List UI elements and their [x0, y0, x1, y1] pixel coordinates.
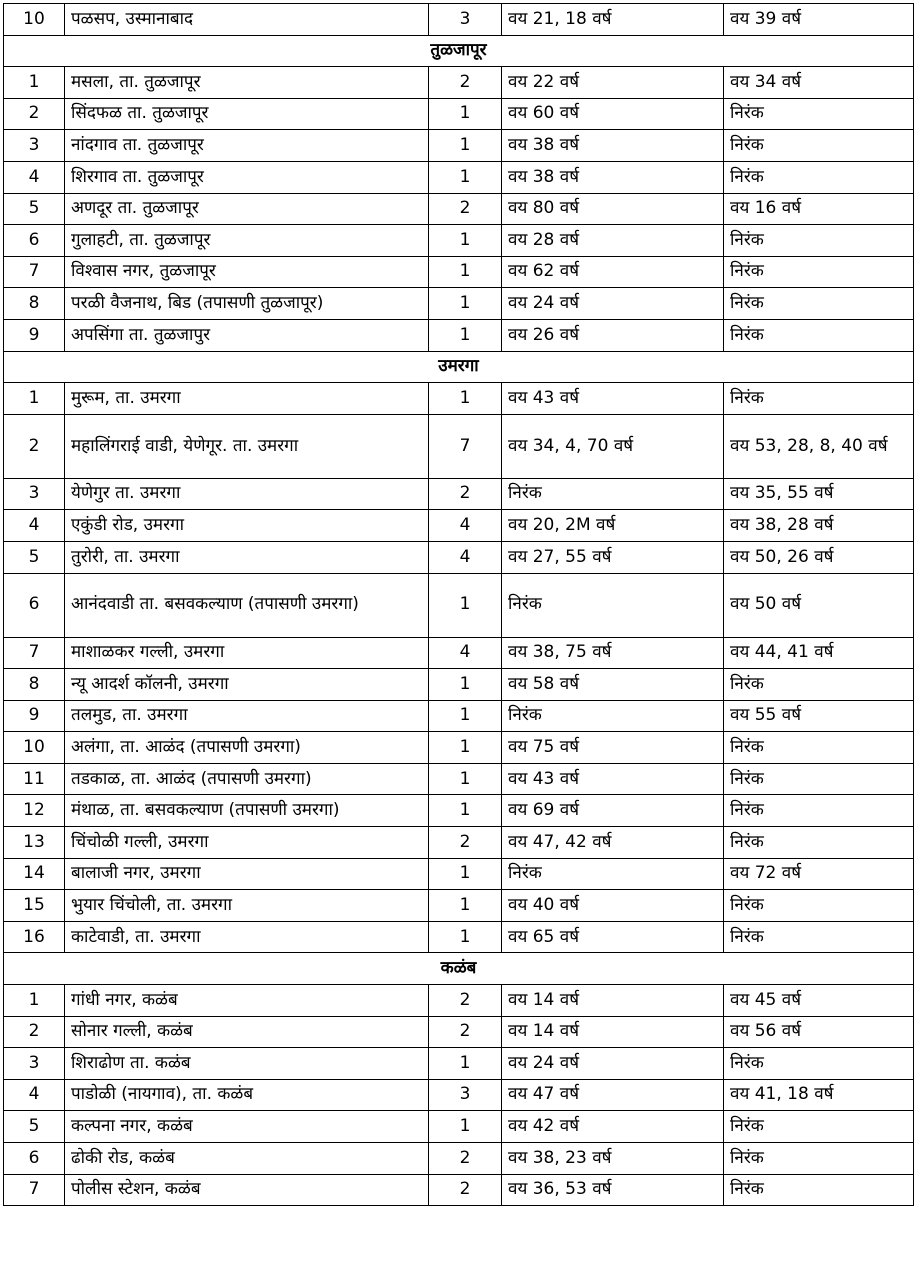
table-row [4, 732, 914, 764]
place-cell: सोनार गल्ली, कळंब [65, 1016, 429, 1048]
section-title: उमरगा [4, 351, 914, 383]
serial-number-cell: 2 [4, 414, 65, 478]
serial-number-cell: 7 [4, 256, 65, 288]
age-group-1-cell: वय 27, 55 वर्ष [502, 541, 724, 573]
age-group-2-cell: निरंक [724, 1143, 914, 1175]
table-row [4, 1016, 914, 1048]
serial-number-cell: 3 [4, 1048, 65, 1080]
count-cell: 1 [429, 98, 502, 130]
place-cell: तलमुड, ता. उमरगा [65, 700, 429, 732]
place-cell: गुलाहटी, ता. तुळजापूर [65, 225, 429, 257]
place-cell: येणेगुर ता. उमरगा [65, 478, 429, 510]
section-header-row [4, 953, 914, 985]
count-cell: 2 [429, 478, 502, 510]
table-row [4, 161, 914, 193]
age-group-2-cell: निरंक [724, 669, 914, 701]
place-cell: अपसिंगा ता. तुळजापुर [65, 319, 429, 351]
age-group-2-cell: वय 41, 18 वर्ष [724, 1079, 914, 1111]
table-row [4, 669, 914, 701]
age-group-1-cell: निरंक [502, 858, 724, 890]
age-group-1-cell: वय 28 वर्ष [502, 225, 724, 257]
count-cell: 1 [429, 288, 502, 320]
age-group-1-cell: वय 65 वर्ष [502, 921, 724, 953]
age-group-1-cell: वय 62 वर्ष [502, 256, 724, 288]
age-group-2-cell: वय 44, 41 वर्ष [724, 637, 914, 669]
place-cell: माशाळकर गल्ली, उमरगा [65, 637, 429, 669]
count-cell: 3 [429, 4, 502, 36]
serial-number-cell: 3 [4, 130, 65, 162]
serial-number-cell: 5 [4, 541, 65, 573]
table-row [4, 890, 914, 922]
serial-number-cell: 6 [4, 225, 65, 257]
count-cell: 2 [429, 827, 502, 859]
age-group-2-cell: निरंक [724, 795, 914, 827]
place-cell: तडकाळ, ता. आळंद (तपासणी उमरगा) [65, 763, 429, 795]
serial-number-cell: 9 [4, 700, 65, 732]
table-row [4, 510, 914, 542]
age-group-2-cell: वय 34 वर्ष [724, 67, 914, 99]
age-group-2-cell: वय 35, 55 वर्ष [724, 478, 914, 510]
age-group-1-cell: निरंक [502, 700, 724, 732]
age-group-1-cell: वय 22 वर्ष [502, 67, 724, 99]
place-cell: शिरगाव ता. तुळजापूर [65, 161, 429, 193]
age-group-2-cell: निरंक [724, 130, 914, 162]
age-group-2-cell: निरंक [724, 763, 914, 795]
count-cell: 4 [429, 541, 502, 573]
place-cell: नांदगाव ता. तुळजापूर [65, 130, 429, 162]
serial-number-cell: 12 [4, 795, 65, 827]
place-cell: गांधी नगर, कळंब [65, 985, 429, 1017]
place-cell: अणदूर ता. तुळजापूर [65, 193, 429, 225]
age-group-1-cell: वय 47 वर्ष [502, 1079, 724, 1111]
serial-number-cell: 4 [4, 161, 65, 193]
table-row [4, 1143, 914, 1175]
age-group-1-cell: वय 20, 2M वर्ष [502, 510, 724, 542]
serial-number-cell: 1 [4, 383, 65, 415]
place-cell: पळसप, उस्मानाबाद [65, 4, 429, 36]
count-cell: 2 [429, 1143, 502, 1175]
section-title: कळंब [4, 953, 914, 985]
age-group-2-cell: निरंक [724, 225, 914, 257]
place-cell: काटेवाडी, ता. उमरगा [65, 921, 429, 953]
count-cell: 2 [429, 1174, 502, 1206]
place-cell: मुरूम, ता. उमरगा [65, 383, 429, 415]
table-row [4, 700, 914, 732]
count-cell: 1 [429, 890, 502, 922]
table-row [4, 288, 914, 320]
place-cell: विश्वास नगर, तुळजापूर [65, 256, 429, 288]
age-group-2-cell: निरंक [724, 383, 914, 415]
age-group-1-cell: वय 75 वर्ष [502, 732, 724, 764]
serial-number-cell: 13 [4, 827, 65, 859]
table-row [4, 225, 914, 257]
count-cell: 3 [429, 1079, 502, 1111]
place-cell: सिंदफळ ता. तुळजापूर [65, 98, 429, 130]
age-group-2-cell: वय 16 वर्ष [724, 193, 914, 225]
serial-number-cell: 8 [4, 288, 65, 320]
table-row [4, 256, 914, 288]
age-group-1-cell: वय 69 वर्ष [502, 795, 724, 827]
count-cell: 1 [429, 225, 502, 257]
age-group-1-cell: वय 42 वर्ष [502, 1111, 724, 1143]
age-group-2-cell: निरंक [724, 1111, 914, 1143]
age-group-1-cell: वय 26 वर्ष [502, 319, 724, 351]
place-cell: बालाजी नगर, उमरगा [65, 858, 429, 890]
place-cell: तुरोरी, ता. उमरगा [65, 541, 429, 573]
serial-number-cell: 15 [4, 890, 65, 922]
serial-number-cell: 14 [4, 858, 65, 890]
age-group-2-cell: वय 56 वर्ष [724, 1016, 914, 1048]
count-cell: 1 [429, 383, 502, 415]
count-cell: 1 [429, 732, 502, 764]
table-row [4, 4, 914, 36]
serial-number-cell: 10 [4, 4, 65, 36]
serial-number-cell: 5 [4, 1111, 65, 1143]
count-cell: 1 [429, 319, 502, 351]
place-cell: मंथाळ, ता. बसवकल्याण (तपासणी उमरगा) [65, 795, 429, 827]
age-group-2-cell: निरंक [724, 732, 914, 764]
age-group-1-cell: वय 24 वर्ष [502, 288, 724, 320]
table-body [4, 4, 914, 1206]
serial-number-cell: 2 [4, 98, 65, 130]
age-group-1-cell: वय 24 वर्ष [502, 1048, 724, 1080]
count-cell: 1 [429, 130, 502, 162]
table-row [4, 1079, 914, 1111]
serial-number-cell: 7 [4, 1174, 65, 1206]
count-cell: 4 [429, 637, 502, 669]
place-cell: न्यू आदर्श कॉलनी, उमरगा [65, 669, 429, 701]
count-cell: 1 [429, 256, 502, 288]
serial-number-cell: 1 [4, 67, 65, 99]
age-group-2-cell: वय 50, 26 वर्ष [724, 541, 914, 573]
serial-number-cell: 3 [4, 478, 65, 510]
serial-number-cell: 2 [4, 1016, 65, 1048]
serial-number-cell: 7 [4, 637, 65, 669]
place-cell: अलंगा, ता. आळंद (तपासणी उमरगा) [65, 732, 429, 764]
table-row [4, 67, 914, 99]
patient-table [3, 3, 914, 1206]
age-group-1-cell: निरंक [502, 573, 724, 637]
count-cell: 1 [429, 161, 502, 193]
table-row [4, 98, 914, 130]
table-row [4, 541, 914, 573]
place-cell: पोलीस स्टेशन, कळंब [65, 1174, 429, 1206]
age-group-2-cell: वय 39 वर्ष [724, 4, 914, 36]
table-row [4, 1048, 914, 1080]
count-cell: 1 [429, 573, 502, 637]
table-row [4, 319, 914, 351]
place-cell: परळी वैजनाथ, बिड (तपासणी तुळजापूर) [65, 288, 429, 320]
age-group-2-cell: निरंक [724, 288, 914, 320]
age-group-2-cell: वय 45 वर्ष [724, 985, 914, 1017]
serial-number-cell: 4 [4, 510, 65, 542]
age-group-1-cell: वय 14 वर्ष [502, 1016, 724, 1048]
age-group-1-cell: वय 80 वर्ष [502, 193, 724, 225]
serial-number-cell: 10 [4, 732, 65, 764]
table-row [4, 921, 914, 953]
table-row [4, 573, 914, 637]
count-cell: 1 [429, 1111, 502, 1143]
age-group-2-cell: निरंक [724, 319, 914, 351]
table-row [4, 414, 914, 478]
age-group-1-cell: वय 43 वर्ष [502, 763, 724, 795]
table-row [4, 795, 914, 827]
age-group-1-cell: वय 21, 18 वर्ष [502, 4, 724, 36]
count-cell: 2 [429, 985, 502, 1017]
count-cell: 1 [429, 700, 502, 732]
age-group-1-cell: वय 34, 4, 70 वर्ष [502, 414, 724, 478]
age-group-1-cell: वय 38, 23 वर्ष [502, 1143, 724, 1175]
count-cell: 2 [429, 67, 502, 99]
age-group-2-cell: निरंक [724, 161, 914, 193]
place-cell: पाडोळी (नायगाव), ता. कळंब [65, 1079, 429, 1111]
age-group-1-cell: वय 36, 53 वर्ष [502, 1174, 724, 1206]
place-cell: एकुंडी रोड, उमरगा [65, 510, 429, 542]
section-header-row [4, 351, 914, 383]
table-row [4, 985, 914, 1017]
table-row [4, 478, 914, 510]
age-group-2-cell: वय 38, 28 वर्ष [724, 510, 914, 542]
age-group-2-cell: निरंक [724, 1174, 914, 1206]
count-cell: 1 [429, 669, 502, 701]
count-cell: 1 [429, 921, 502, 953]
age-group-2-cell: निरंक [724, 921, 914, 953]
table-row [4, 637, 914, 669]
table-row [4, 1174, 914, 1206]
age-group-2-cell: निरंक [724, 98, 914, 130]
place-cell: चिंचोळी गल्ली, उमरगा [65, 827, 429, 859]
age-group-1-cell: वय 38 वर्ष [502, 161, 724, 193]
age-group-1-cell: निरंक [502, 478, 724, 510]
age-group-2-cell: निरंक [724, 827, 914, 859]
serial-number-cell: 16 [4, 921, 65, 953]
serial-number-cell: 6 [4, 573, 65, 637]
section-title: तुळजापूर [4, 35, 914, 67]
age-group-1-cell: वय 14 वर्ष [502, 985, 724, 1017]
place-cell: भुयार चिंचोली, ता. उमरगा [65, 890, 429, 922]
age-group-1-cell: वय 58 वर्ष [502, 669, 724, 701]
count-cell: 1 [429, 858, 502, 890]
age-group-1-cell: वय 38, 75 वर्ष [502, 637, 724, 669]
table-row [4, 193, 914, 225]
table-row [4, 827, 914, 859]
table-row [4, 130, 914, 162]
table-row [4, 858, 914, 890]
table-row [4, 1111, 914, 1143]
table-row [4, 383, 914, 415]
section-header-row [4, 35, 914, 67]
serial-number-cell: 8 [4, 669, 65, 701]
place-cell: मसला, ता. तुळजापूर [65, 67, 429, 99]
age-group-2-cell: वय 72 वर्ष [724, 858, 914, 890]
count-cell: 2 [429, 1016, 502, 1048]
age-group-2-cell: वय 50 वर्ष [724, 573, 914, 637]
count-cell: 2 [429, 193, 502, 225]
serial-number-cell: 5 [4, 193, 65, 225]
age-group-2-cell: निरंक [724, 256, 914, 288]
age-group-1-cell: वय 43 वर्ष [502, 383, 724, 415]
age-group-2-cell: निरंक [724, 1048, 914, 1080]
age-group-1-cell: वय 47, 42 वर्ष [502, 827, 724, 859]
age-group-1-cell: वय 38 वर्ष [502, 130, 724, 162]
age-group-1-cell: वय 40 वर्ष [502, 890, 724, 922]
age-group-1-cell: वय 60 वर्ष [502, 98, 724, 130]
place-cell: कल्पना नगर, कळंब [65, 1111, 429, 1143]
place-cell: आनंदवाडी ता. बसवकल्याण (तपासणी उमरगा) [65, 573, 429, 637]
serial-number-cell: 6 [4, 1143, 65, 1175]
age-group-2-cell: निरंक [724, 890, 914, 922]
place-cell: महालिंगराई वाडी, येणेगूर. ता. उमरगा [65, 414, 429, 478]
count-cell: 7 [429, 414, 502, 478]
serial-number-cell: 1 [4, 985, 65, 1017]
serial-number-cell: 11 [4, 763, 65, 795]
count-cell: 4 [429, 510, 502, 542]
serial-number-cell: 4 [4, 1079, 65, 1111]
place-cell: ढोकी रोड, कळंब [65, 1143, 429, 1175]
age-group-2-cell: वय 55 वर्ष [724, 700, 914, 732]
age-group-2-cell: वय 53, 28, 8, 40 वर्ष [724, 414, 914, 478]
place-cell: शिराढोण ता. कळंब [65, 1048, 429, 1080]
count-cell: 1 [429, 1048, 502, 1080]
count-cell: 1 [429, 795, 502, 827]
serial-number-cell: 9 [4, 319, 65, 351]
table-row [4, 763, 914, 795]
count-cell: 1 [429, 763, 502, 795]
